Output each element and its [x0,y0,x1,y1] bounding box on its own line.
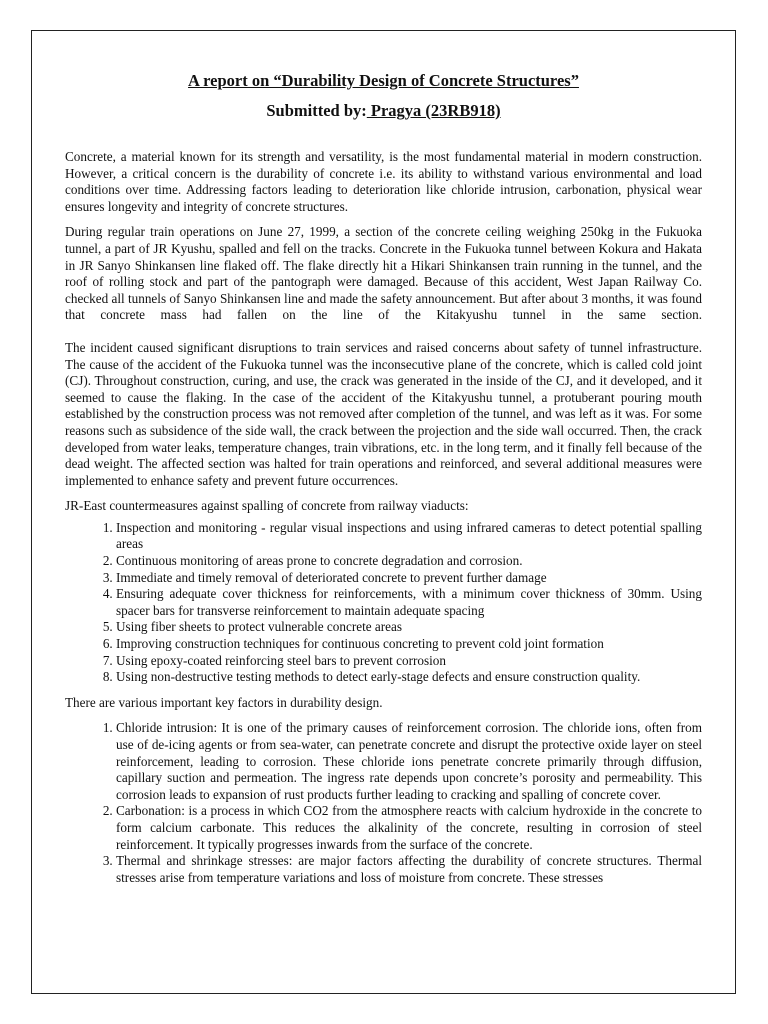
intro-paragraph: Concrete, a material known for its strength and versatility, is the most fundamental material in modern construction. However, a critical concern is the durability of concrete i.e. its ability to withstand various environmental and load conditions over time. Addressing factors leading to deterioration like chloride intrusion, carbonation, physical wear ensures longevity and integrity of concrete structures. [65,149,702,214]
factors-intro: There are various important key factors in durability design. [65,694,383,710]
list-item: 4. Ensuring adequate cover thickness for reinforcements, with a minimum cover thickness of 30mm. Using spacer bars for transverse reinforcement to maintain adequate spacing [116,586,702,619]
report-title: A report on “Durability Design of Concrete Structures” [188,71,579,90]
list-item: 7. Using epoxy-coated reinforcing steel bars to prevent corrosion [116,653,702,670]
submitted-by [65,101,702,121]
list-item: 6. Improving construction techniques for continuous concreting to prevent cold joint formation [116,636,702,653]
list-item: 3. Thermal and shrinkage stresses: are major factors affecting the durability of concrete structures. Thermal stresses arise from temperature variations and loss of moisture from concrete. These stresses [116,853,702,886]
list-item: 1. Inspection and monitoring - regular visual inspections and using infrared cameras to detect potential spalling areas [116,520,702,553]
list-item: 3. Immediate and timely removal of deteriorated concrete to prevent further damage [116,570,702,587]
author-name: Pragya (23RB918) [366,101,501,120]
incident-paragraph: During regular train operations on June 27, 1999, a section of the concrete ceiling weighing 250kg in the Fukuoka tunnel, a part of JR Kyushu, spalled and fell on the tracks. Concrete in the Fukuoka tunnel between Kokura and Hakata in JR Sanyo Shinkansen line flaked off. The flake directly hit a Hikari Shinkansen train running in the tunnel, and the roof of rolling stock and part of the pantograph were damaged. Because of this accident, West Japan Railway Co. checked all tunnels of Sanyo Shinkansen line and made the safety announcement. But after about 3 months, it was found that concrete mass had fallen on the line of the Kitakyushu tunnel in the same section. [65,224,702,323]
measures-list [65,520,702,686]
measures-intro: JR-East countermeasures against spalling of concrete from railway viaducts: [65,498,469,514]
document-body [65,71,702,886]
list-item: 8. Using non-destructive testing methods to detect early-stage defects and ensure construction quality. [116,669,702,686]
submitted-label: Submitted by: [266,101,367,120]
factors-list [65,720,702,886]
list-item: 5. Using fiber sheets to protect vulnerable concrete areas [116,619,702,636]
page-border [31,30,736,994]
cause-paragraph: The incident caused significant disruptions to train services and raised concerns about safety of tunnel infrastructure. The cause of the accident of the Fukuoka tunnel was the inconsecutive plane of the concrete, which is called cold joint (CJ). Throughout construction, curing, and use, the crack was generated in the inside of the CJ, and it developed, and it seemed to cause the flaking. In the case of the accident of the Kitakyushu tunnel, a protuberant pouring mouth established by the construction process was not removed after completion of the tunnel, and was left as it was. For some reasons such as subsidence of the side wall, the crack between the projection and the side wall occurred. Then, the crack developed from water leaks, temperature changes, train vibrations, etc. in the long term, and it finally fell because of the dead weight. The affected section was halted for train operations and reinforced, and several additional measures were implemented to enhance safety and prevent future occurrences. [65,339,702,488]
list-item: 2. Carbonation: is a process in which CO2 from the atmosphere reacts with calcium hydroxide in the concrete to form calcium carbonate. This reduces the alkalinity of the concrete, resulting in corrosion of steel reinforcement. It typically progresses inwards from the surface of the concrete. [116,803,702,853]
list-item: 1. Chloride intrusion: It is one of the primary causes of reinforcement corrosion. The chloride ions, often from use of de-icing agents or from sea-water, can penetrate concrete and disrupt the protective oxide layer on steel reinforcement, leading to corrosion. These chloride ions penetrate concrete primarily through diffusion, capillary suction and permeation. The ingress rate depends upon concrete’s porosity and permeability. This corrosion leads to expansion of rust products further leading to cracking and spalling of concrete cover. [116,720,702,803]
list-item: 2. Continuous monitoring of areas prone to concrete degradation and corrosion. [116,553,702,570]
